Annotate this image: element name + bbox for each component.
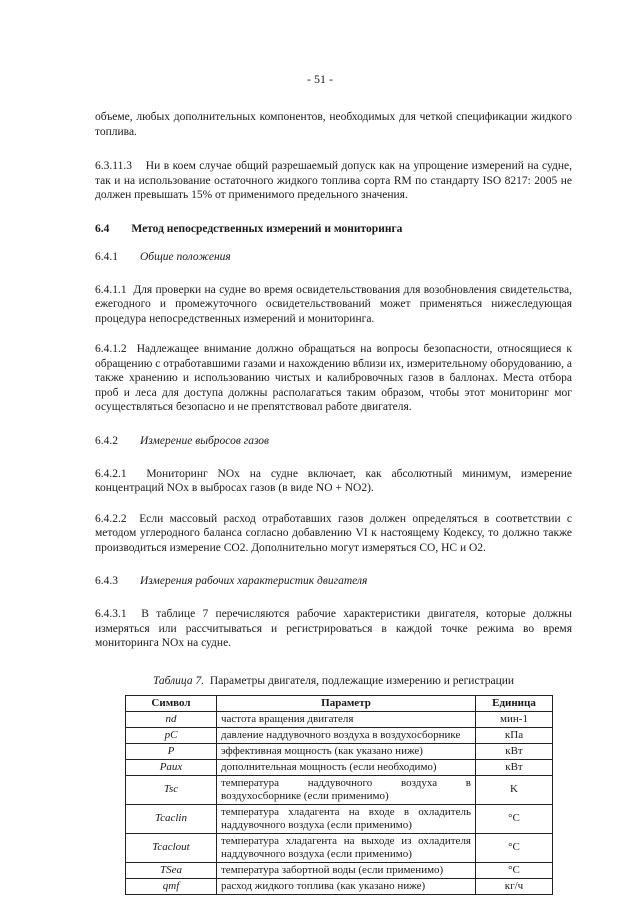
paragraph-number: 6.4.1.2 [95, 343, 127, 355]
subsection-title: Измерение выбросов газов [140, 434, 270, 447]
page-number: - 51 - [307, 72, 333, 86]
cell-parameter: температура хладагента на входе в охладитель наддувочного воздуха (если применимо) [217, 804, 476, 833]
paragraph-6-4-3-1 [95, 607, 572, 651]
cell-unit: кг/ч [476, 878, 553, 894]
cell-unit: кВт [476, 743, 553, 759]
cell-unit: °C [476, 804, 553, 833]
cell-unit: °C [476, 833, 553, 862]
cell-symbol: qmf [126, 878, 217, 894]
cell-unit: °C [476, 862, 553, 878]
cell-parameter: температура наддувочного воздуха в воздухосборнике (если применимо) [217, 775, 476, 804]
subsection-heading-6-4-2 [95, 435, 572, 447]
paragraph-number: 6.4.3.1 [95, 608, 127, 620]
paragraph-6-4-2-1 [95, 467, 572, 496]
cell-unit: кВт [476, 759, 553, 775]
table-header-row [126, 695, 553, 711]
cell-parameter: температура забортной воды (если применимо) [217, 862, 476, 878]
section-number: 6.4 [95, 222, 110, 235]
paragraph-6-4-1-2 [95, 342, 572, 415]
subsection-number: 6.4.2 [95, 434, 118, 447]
table-row [126, 833, 553, 862]
table-row [126, 727, 553, 743]
cell-parameter: температура хладагента на выходе из охладителя наддувочного воздуха (если применимо) [217, 833, 476, 862]
cell-parameter: давление наддувочного воздуха в воздухосборнике [217, 727, 476, 743]
paragraph-text: Надлежащее внимание должно обращаться на вопросы безопасности, относящиеся к обращению с отработавшими газами и нахождению вблизи их, измерительному оборудованию, а также хранению и использованию чистых и калибровочных газов в баллонах. Места отбора проб и леса для доступа должны располагаться таким образом, чтобы этот мониторинг мог осуществляться безопасно и не препятствовал работе двигателя. [95, 343, 573, 413]
paragraph-text: Мониторинг NOx на судне включает, как абсолютный минимум, измерение концентраций NOx в выбросах газов (в виде NO + NO2). [95, 467, 573, 494]
paragraph-text: Если массовый расход отработавших газов должен определяться в соответствии с методом углеродного баланса согласно добавлению VI к настоящему Кодексу, то должно также производиться измерение CO2. Дополнительно могут измеряться CO, HC и O2. [95, 512, 573, 554]
subsection-heading-6-4-1 [95, 251, 572, 263]
subsection-title: Общие положения [140, 250, 231, 263]
cell-symbol: nd [126, 711, 217, 727]
table-row [126, 862, 553, 878]
paragraph-number: 6.3.11.3 [95, 160, 132, 172]
subsection-heading-6-4-3 [95, 575, 572, 587]
table-row [126, 759, 553, 775]
cell-parameter: дополнительная мощность (если необходимо) [217, 759, 476, 775]
paragraph-6-4-1-1 [95, 283, 572, 327]
paragraph-number: 6.4.2.2 [95, 512, 127, 525]
table-row [126, 775, 553, 804]
page-content [95, 110, 572, 895]
cell-unit: кПа [476, 727, 553, 743]
paragraph-6-4-2-2 [95, 512, 572, 556]
section-heading-6-4 [95, 223, 572, 235]
cell-parameter: расход жидкого топлива (как указано ниже) [217, 878, 476, 894]
cell-symbol: Tsc [126, 775, 217, 804]
table-caption [95, 675, 572, 687]
table-caption-text: Параметры двигателя, подлежащие измерению и регистрации [209, 674, 515, 687]
paragraph-text: Для проверки на судне во время освидетельствования для возобновления свидетельства, ежегодного и промежуточного освидетельствований может применяться нижеследующая процедура непосредственных измерений и мониторинга. [95, 283, 572, 325]
cell-unit: мин-1 [476, 711, 553, 727]
table-caption-label: Таблица 7. [152, 674, 205, 687]
cell-symbol: Tcaclout [126, 833, 217, 862]
header-unit: Единица [476, 695, 553, 711]
engine-parameters-table [125, 695, 553, 895]
header-parameter: Параметр [217, 695, 476, 711]
cell-unit: K [476, 775, 553, 804]
cell-symbol: Tcaclin [126, 804, 217, 833]
table-row [126, 743, 553, 759]
table-row [126, 804, 553, 833]
paragraph-text: В таблице 7 перечисляются рабочие характеристики двигателя, которые должны измеряться или рассчитываться и регистрироваться в каждой точке режима во время мониторинга NOx на судне. [95, 608, 573, 649]
cell-parameter: частота вращения двигателя [217, 711, 476, 727]
table-row [126, 711, 553, 727]
subsection-number: 6.4.3 [95, 575, 118, 587]
paragraph-number: 6.4.2.1 [95, 467, 127, 480]
intro-paragraph: объеме, любых дополнительных компонентов, необходимых для четкой спецификации жидкого топлива. [95, 111, 572, 138]
cell-symbol: P [126, 743, 217, 759]
paragraph-text: Ни в коем случае общий разрешаемый допуск как на упрощение измерений на судне, так и на использование остаточного жидкого топлива сорта RM по стандарту ISO 8217: 2005 не должен превышать 15% от применимого предельного значения. [95, 160, 573, 201]
table-row [126, 878, 553, 894]
cell-symbol: TSea [126, 862, 217, 878]
paragraph-number: 6.4.1.1 [95, 283, 127, 296]
subsection-title: Измерения рабочих характеристик двигателя [140, 575, 368, 587]
cell-symbol: pC [126, 727, 217, 743]
subsection-number: 6.4.1 [95, 250, 118, 263]
cell-parameter: эффективная мощность (как указано ниже) [217, 743, 476, 759]
paragraph-6-3-11-3 [95, 159, 572, 203]
section-title: Метод непосредственных измерений и мониторинга [131, 222, 403, 235]
header-symbol: Символ [126, 695, 217, 711]
cell-symbol: Paux [126, 759, 217, 775]
